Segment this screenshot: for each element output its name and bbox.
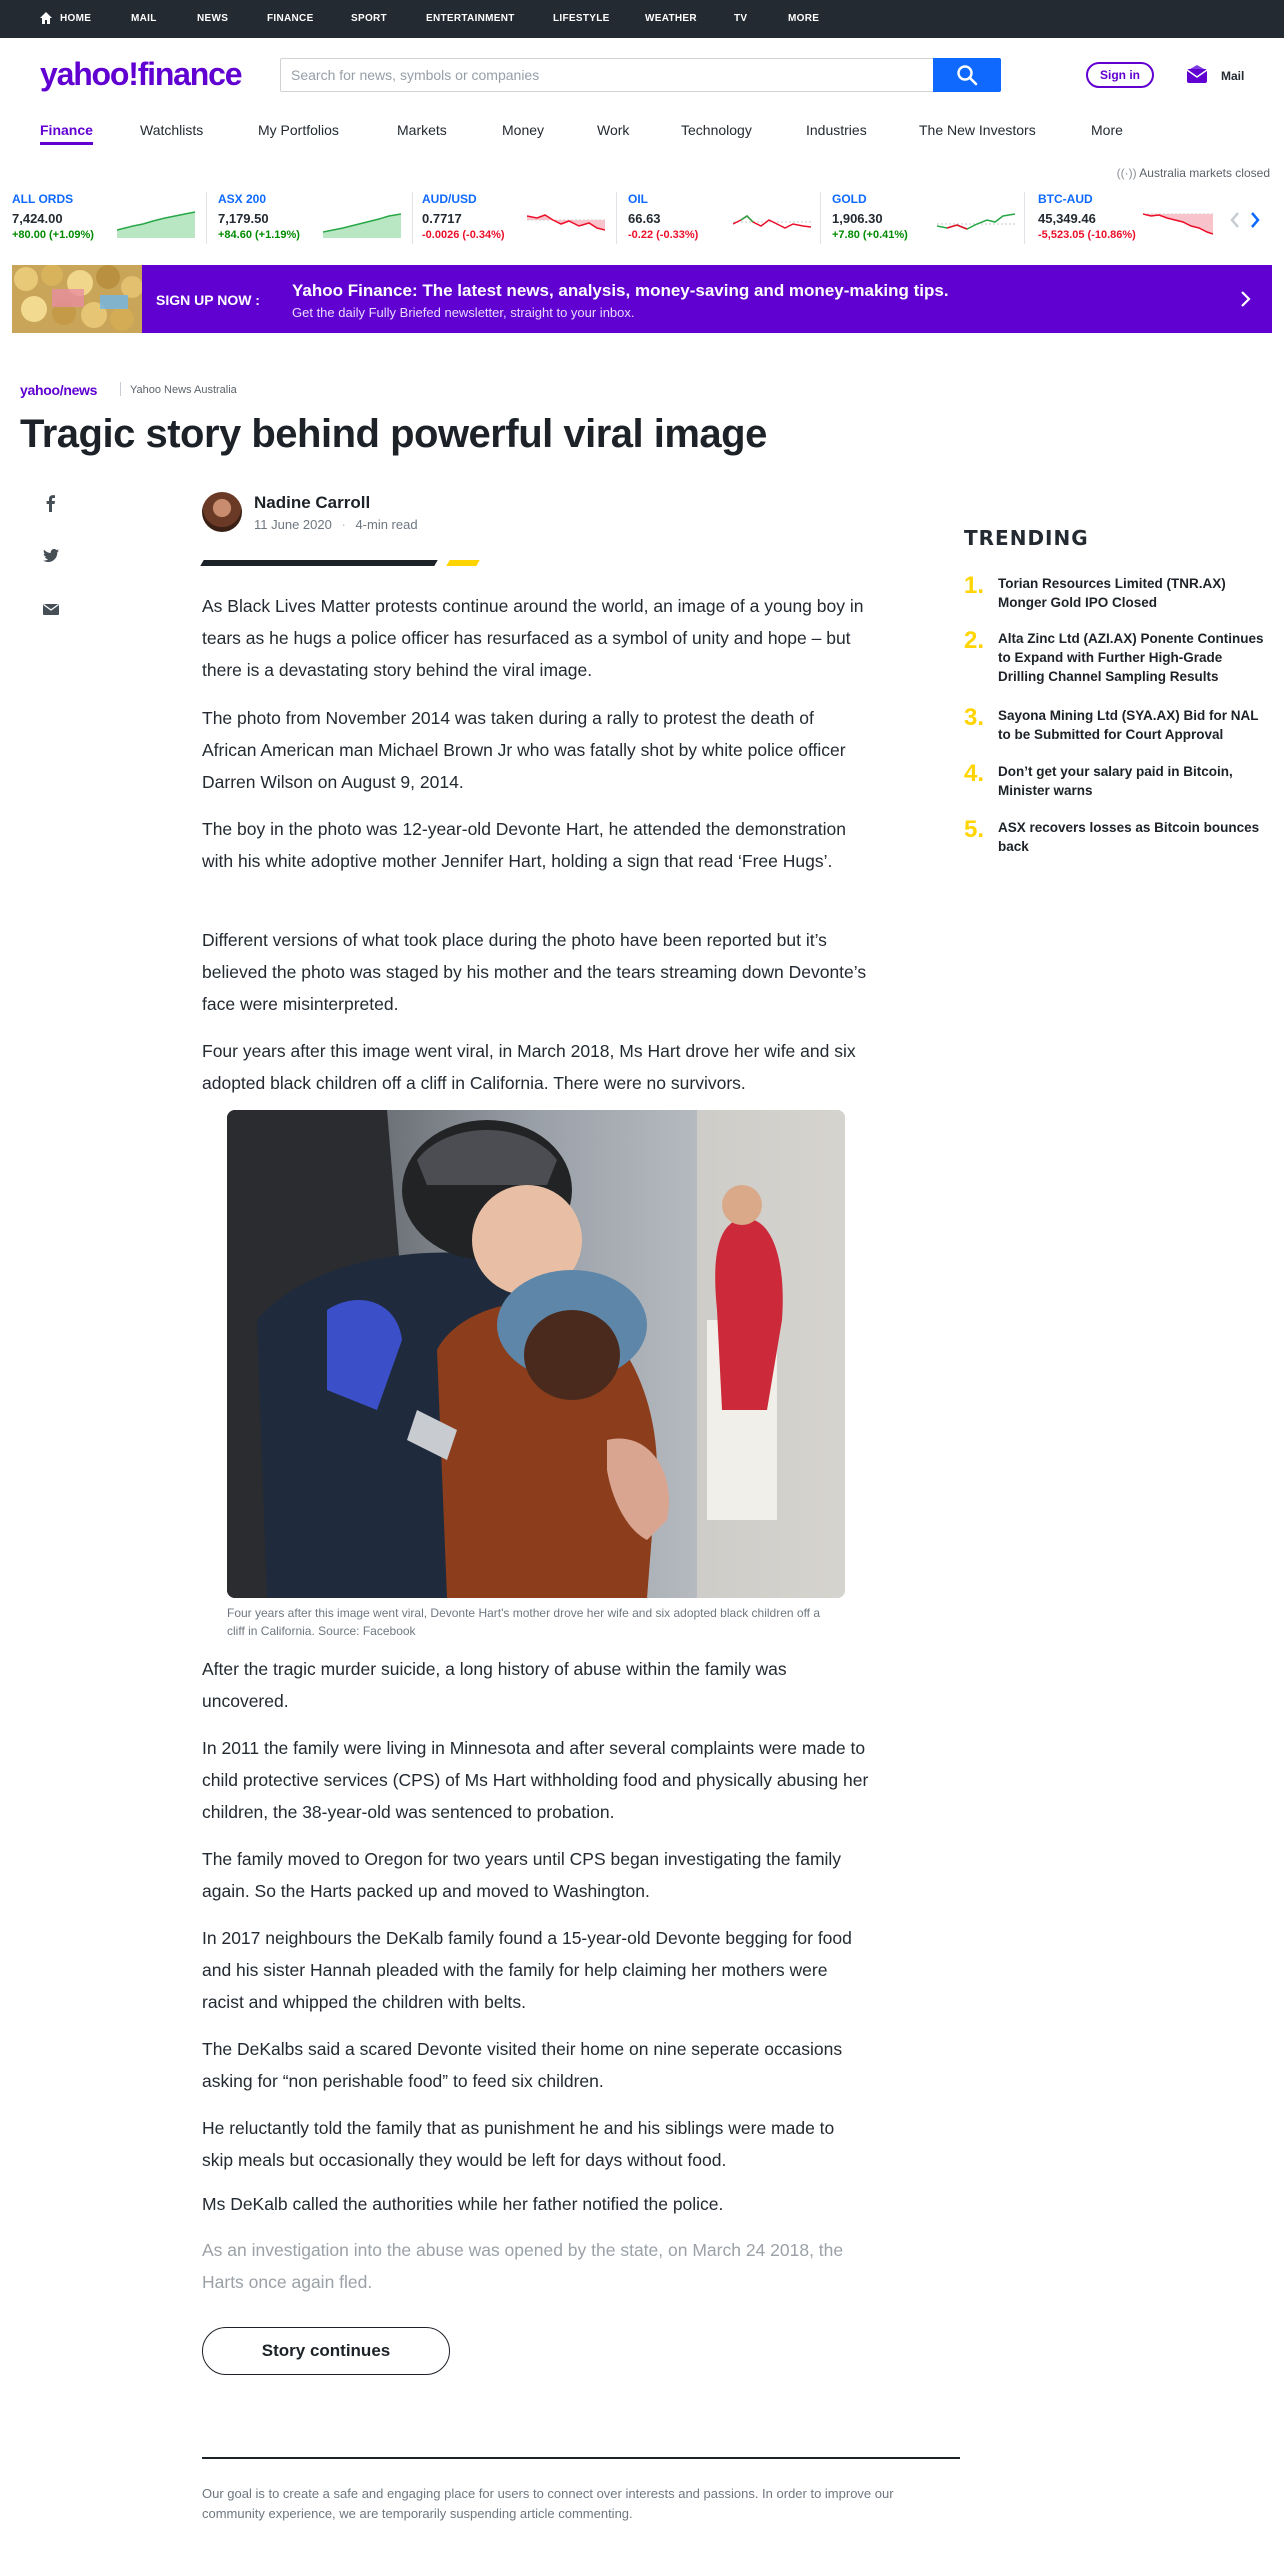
- article-paragraph: The family moved to Oregon for two years until CPS began investigating the family again. So the Harts packed up and moved to Washington.: [202, 1849, 842, 1901]
- chevron-right-icon[interactable]: [1248, 210, 1262, 230]
- story-continues-button[interactable]: Story continues: [202, 2327, 450, 2375]
- read-time: 4-min read: [355, 517, 418, 532]
- author-avatar[interactable]: [202, 492, 242, 532]
- article-meta: 11 June 2020 · 4-min read: [254, 517, 418, 532]
- nav-new-investors[interactable]: The New Investors: [919, 122, 1036, 138]
- article-paragraph: In 2011 the family were living in Minnesota and after several complaints were made to child protective services (CPS) of Ms Hart withholding food and physically abusing her children, the 38-year-old was sentenced to probation.: [202, 1738, 869, 1822]
- yahoo-finance-logo[interactable]: yahoo!finance: [40, 56, 242, 92]
- article-paragraph: Different versions of what took place during the photo have been reported but it’s believed the photo was staged by his mother and the tears streaming down Devonte’s face were misinterpreted.: [202, 930, 867, 1014]
- sparkline-chart: [1143, 206, 1213, 238]
- topbar-tv[interactable]: TV: [734, 13, 748, 24]
- topbar-weather[interactable]: WEATHER: [645, 13, 697, 24]
- nav-work[interactable]: Work: [597, 122, 630, 138]
- nav-money[interactable]: Money: [502, 122, 545, 138]
- comment-notice: Our goal is to create a safe and engaging place for users to connect over interests and passions. In order to improve our community experience, we are temporarily suspending article commenting.: [202, 2486, 894, 2521]
- topbar-lifestyle[interactable]: LIFESTYLE: [553, 13, 610, 24]
- nav-more[interactable]: More: [1091, 122, 1123, 138]
- twitter-icon[interactable]: [42, 547, 60, 565]
- article-paragraph: After the tragic murder suicide, a long history of abuse within the family was uncovered.: [202, 1659, 787, 1711]
- article-paragraph: Four years after this image went viral, in March 2018, Ms Hart drove her wife and six adopted black children off a cliff in California. There were no survivors.: [202, 1041, 856, 1093]
- banner-headline: Yahoo Finance: The latest news, analysis, money-saving and money-making tips.: [292, 281, 949, 300]
- topbar-more[interactable]: MORE: [788, 13, 820, 24]
- nav-my-portfolios[interactable]: My Portfolios: [258, 122, 339, 138]
- divider: [446, 560, 479, 566]
- search-icon: [956, 64, 978, 86]
- coins-image: [12, 265, 142, 333]
- topbar-home[interactable]: HOME: [60, 13, 92, 24]
- sparkline-chart: [527, 206, 605, 238]
- ticker-all-ords[interactable]: ALL ORDS 7,424.00 +80.00 (+1.09%): [12, 192, 212, 248]
- article-paragraph: The photo from November 2014 was taken during a rally to protest the death of African American man Michael Brown Jr who was fatally shot by white police officer Darren Wilson on August 9, 2014.: [202, 708, 846, 792]
- yahoo-news-logo[interactable]: yahoo/news: [20, 382, 98, 398]
- ticker-gold[interactable]: GOLD 1,906.30 +7.80 (+0.41%): [832, 192, 1032, 248]
- trending-title: TRENDING: [964, 526, 1089, 550]
- topbar-entertainment[interactable]: ENTERTAINMENT: [426, 13, 515, 24]
- ticker-btc-aud[interactable]: BTC-AUD 45,349.46 -5,523.05 (-10.86%): [1038, 192, 1238, 248]
- sparkline-chart: [937, 206, 1015, 238]
- topbar-mail[interactable]: MAIL: [131, 13, 157, 24]
- article-paragraph-faded: As an investigation into the abuse was opened by the state, on March 24 2018, the Harts once again fled.: [202, 2240, 844, 2292]
- market-status: ((·)) Australia markets closed: [1116, 166, 1270, 180]
- article-paragraph: In 2017 neighbours the DeKalb family found a 15-year-old Devonte begging for food and his sister Hannah pleaded with the family for help claiming her mothers were racist and whipped the children with belts.: [202, 1928, 852, 2012]
- broadcast-icon: ((·)): [1116, 166, 1140, 180]
- nav-industries[interactable]: Industries: [806, 122, 867, 138]
- topbar-finance[interactable]: FINANCE: [267, 13, 314, 24]
- search-button[interactable]: [933, 58, 1001, 92]
- sparkline-chart: [323, 206, 401, 238]
- source-name: Yahoo News Australia: [130, 384, 237, 396]
- ticker-asx-200[interactable]: ASX 200 7,179.50 +84.60 (+1.19%): [218, 192, 418, 248]
- ticker-oil[interactable]: OIL 66.63 -0.22 (-0.33%): [628, 192, 828, 248]
- universal-header: [0, 0, 1284, 38]
- banner-subline: Get the daily Fully Briefed newsletter, straight to your inbox.: [292, 305, 635, 320]
- sign-in-button[interactable]: Sign in: [1086, 62, 1154, 88]
- author-name[interactable]: Nadine Carroll: [254, 493, 371, 512]
- mail-icon[interactable]: [1186, 64, 1208, 84]
- divider: [120, 382, 121, 396]
- article-image: [227, 1110, 845, 1598]
- mail-link[interactable]: Mail: [1221, 69, 1245, 83]
- topbar-sport[interactable]: SPORT: [351, 13, 387, 24]
- photo-caption: Four years after this image went viral, Devonte Hart's mother drove her wife and six adopted black children off a cliff in California. Source: Facebook: [227, 1606, 821, 1638]
- nav-markets[interactable]: Markets: [397, 122, 447, 138]
- divider: [200, 560, 437, 566]
- sparkline-chart: [117, 206, 195, 238]
- ticker-aud-usd[interactable]: AUD/USD 0.7717 -0.0026 (-0.34%): [422, 192, 622, 248]
- article-paragraph: The DeKalbs said a scared Devonte visited their home on nine seperate occasions asking for “non perishable food” to feed six children.: [202, 2039, 843, 2091]
- nav-watchlists[interactable]: Watchlists: [140, 122, 204, 138]
- article-title: Tragic story behind powerful viral image: [20, 412, 767, 456]
- home-icon[interactable]: [40, 12, 52, 24]
- chevron-left-icon[interactable]: [1228, 210, 1242, 230]
- search-input[interactable]: [280, 58, 934, 92]
- article-paragraph: The boy in the photo was 12-year-old Devonte Hart, he attended the demonstration with his white adoptive mother Jennifer Hart, holding a sign that read ‘Free Hugs’.: [202, 819, 847, 871]
- article-photo[interactable]: [227, 1110, 845, 1598]
- email-icon[interactable]: [42, 600, 60, 618]
- facebook-icon[interactable]: [42, 494, 60, 512]
- signup-label: SIGN UP NOW :: [156, 292, 260, 308]
- article-paragraph: Ms DeKalb called the authorities while her father notified the police.: [202, 2194, 724, 2214]
- article-paragraph: He reluctantly told the family that as punishment he and his siblings were made to skip meals but occasionally they would be left for days without food.: [202, 2118, 835, 2170]
- newsletter-banner[interactable]: [12, 265, 1272, 333]
- article-paragraph: As Black Lives Matter protests continue around the world, an image of a young boy in tears as he hugs a police officer has resurfaced as a symbol of unity and hope – but there is a devastating story behind the viral image.: [202, 596, 864, 680]
- sparkline-chart: [733, 206, 811, 238]
- nav-finance[interactable]: Finance: [40, 122, 93, 145]
- divider: [202, 2457, 960, 2459]
- nav-technology[interactable]: Technology: [681, 122, 752, 138]
- chevron-right-icon: [1238, 289, 1252, 309]
- publish-date: 11 June 2020: [254, 517, 332, 532]
- topbar-news[interactable]: NEWS: [197, 13, 229, 24]
